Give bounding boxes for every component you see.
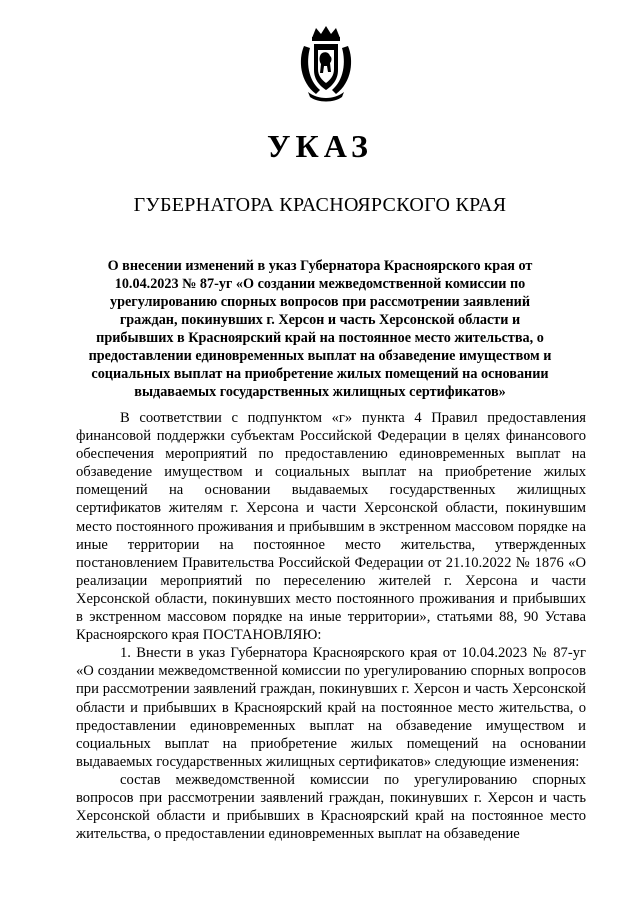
decree-title: О внесении изменений в указ Губернатора Красноярского края от 10.04.2023 № 87-уг «О создании межведомственной комиссии по урегулированию спорных вопросов при рассмотрении заявлений граждан, покинувших г. Херсон и часть Херсонской области и прибывших в Красноярский край на постоянное место жительства, о предоставлении единовременных выплат на обзаведение имуществом и социальных выплат на приобретение жилых помещений на основании выдаваемых государственных жилищных сертификатов» [88,258,552,400]
paragraph-preamble: В соответствии с подпунктом «г» пункта 4 Правил предоставления финансовой поддержки субъектам Российской Федерации в целях финансового обеспечения мероприятий по предоставлению единовременных выплат на обзаведение имуществом и социальных выплат на приобретение жилых помещений на основании выдаваемых государственных жилищных сертификатов жителям г. Херсона и части Херсонской области, покинувшим место постоянного проживания и прибывшим в экстренном массовом порядке на иные территории на постоянное место жительства, утвержденных постановлением Правительства Российской Федерации от 21.10.2022 № 1876 «О реализации мероприятий по переселению жителей г. Херсона и части Херсонской области, покинувших место постоянного проживания и прибывших в экстренном массовом порядке на иные территории», статьями 88, 90 Устава Красноярского края ПОСТАНОВЛЯЮ: [76,410,586,644]
paragraph-item-1: 1. Внести в указ Губернатора Красноярского края от 10.04.2023 № 87-уг «О создании межведомственной комиссии по урегулированию спорных вопросов при рассмотрении заявлений граждан, покинувших г. Херсон и часть Херсонской области и прибывших в Красноярский край на постоянное место жительства, о предоставлении единовременных выплат на обзаведение имуществом и социальных выплат на приобретение жилых помещений на основании выдаваемых государственных жилищных сертификатов» следующие изменения: [76,645,586,770]
paragraph-commission-composition: состав межведомственной комиссии по урегулированию спорных вопросов при рассмотрении заявлений граждан, покинувших г. Херсон и часть Херсонской области и прибывших в Красноярский край на постоянное место жительства, о предоставлении единовременных выплат на обзаведение [76,771,586,843]
coat-of-arms-icon [294,24,358,104]
issuer-heading: ГУБЕРНАТОРА КРАСНОЯРСКОГО КРАЯ [133,194,507,216]
decree-body [76,409,586,843]
document-type: УКАЗ [267,128,373,164]
